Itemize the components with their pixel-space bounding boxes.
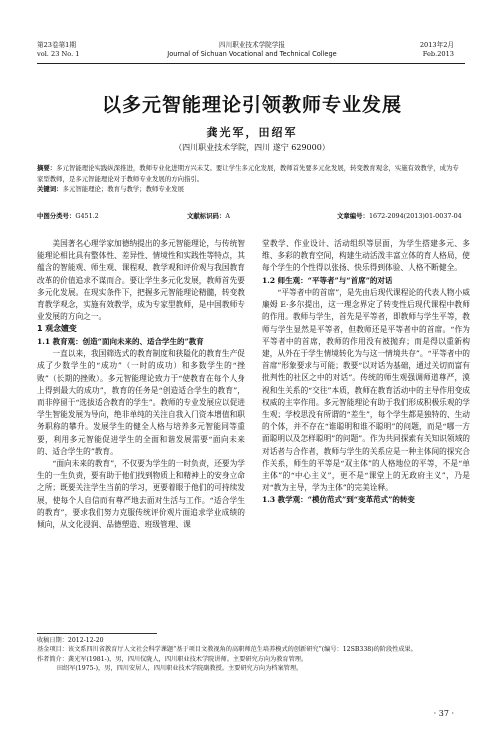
body-paragraph: “面向未来的教育”，不仅要为学生的一时负责，还要为学生的一生负责，要有助于他们找到物质上和精神上的安身立命之所；既要关注学生当前的学习，更要着眼于他们的可持续发展，使每个人自信而有尊严地去面对生活与工作。“适合学生的教育”，要求我们努力克服传统评价观片面追求学业成绩的倾向，从文化浸润、品德塑造、班级管理、课 [37, 459, 245, 530]
clc-number [37, 212, 99, 221]
document-code [187, 212, 230, 221]
subsection-heading: 1.1 教育观：创造“面向未来的、适合学生的”教育 [37, 336, 204, 346]
body-paragraph: 堂教学、作业设计、活动组织等层面，为学生搭建多元、多维、多彩的教育空间，构建生动活泼丰富立体的育人格局，使每个学生的个性得以张扬、快乐得到体验、人格不断健全。 [262, 239, 470, 273]
section-heading: 1 观念嬗变 [37, 324, 77, 334]
clc-value: G451.2 [75, 212, 99, 220]
body-column-left [37, 238, 245, 531]
doc-value: A [225, 212, 230, 220]
header-divider [37, 63, 465, 64]
article-number [337, 212, 462, 221]
subsection-heading: 1.2 师生观：“平等者”与“首席”的对话 [262, 275, 393, 285]
footnotes [37, 636, 467, 674]
fund-info: 基金项目：该文系四川省教育厅人文社会科学课题“基于项目文教视角的高职师范生培养模式的创新研究”(编号：12SB338)的阶段性成果。 [37, 646, 417, 654]
article-title: 以多元智能理论引领教师专业发展 [101, 94, 402, 116]
body-paragraph: 美国著名心理学家加德纳提出的多元智能理论，与传统智能理论相比具有整体性、差异性、情境性和实践性等特点，其蕴含的智能观、师生观、课程观、教学观和评价观与我国教育改革的价值追求不谋而合。要让学生多元化发展，教师首先要多元化发展。在现实条件下，把握多元智能理论精髓，转变教育教学观念，实施有效教学，成为专家型教师，是中国教师专业发展的方向之一。 [37, 239, 245, 322]
issue-date-en: Feb.2013 [422, 50, 454, 58]
abstract [37, 163, 465, 184]
journal-name-en: Journal of Sichuan Vocational and Technical College [167, 50, 337, 58]
abstract-block [37, 163, 465, 195]
clc-label: 中图分类号： [37, 212, 76, 220]
received-date: 收稿日期：2012-12-20 [37, 637, 104, 644]
abstract-label: 摘要： [37, 164, 57, 172]
volume-en: vol. 23 No. 1 [37, 50, 80, 58]
subsection-heading: 1.3 教学观：“模仿范式”到“变革范式”的转变 [262, 495, 415, 505]
footnote-divider [37, 633, 157, 634]
keywords-label: 关键词： [37, 185, 63, 193]
keywords-text: 多元智能理论；教育与教学；教师专业发展 [62, 185, 184, 193]
author-bio: 田绍军(1975-)，男，四川安居人，四川职业技术学院副教授。主要研究方向为档案管理。 [56, 665, 303, 673]
body-column-right [262, 238, 470, 507]
abstract-text: 多元智能理论实践纵深推进，教师专业化进期方兴未艾。要让学生多元化发展，教师首先要多元化发展，转变教育观念，实施有效教学，成为专家型教师，是多元智能理论对于教师专业发展的方向指引。 [37, 164, 459, 183]
doc-label: 文献标识码： [187, 212, 226, 220]
keywords [37, 184, 465, 195]
issue-date [420, 41, 454, 59]
article-label: 文章编号： [337, 212, 369, 220]
page-number: · 37 · [433, 709, 454, 718]
body-paragraph: “平等者中的首席”，是先由后现代课程论的代表人物小威廉姆 E·多尔提出，这一理念界定了转变性后现代课程中教师的作用。教师与学生，首先是平等者，即教师与学生平等，教师与学生显然是平等者，但教师还是平等者中的首席。“作为平等者中的首席，教师的作用没有被抛弃；而是得以重新构建，从外在于学生情境转化为与这一情境共存”。“平等者中的首席”形象要求与可能；教要“以对话为基础，通过关切而富有批判性的社区之中的对话”。传统的师生观强调师道尊严，漠视和生关系的“交往”本质，教师在教育活动中的主导作用变成权威的主宰作用。多元智能理论有助于我们形成积极乐观的学生观；学校思没有所谓的“差生”，每个学生都是独特的、生动的个体，并不存在“谁聪明和谁不聪明”的问题，而是“哪一方面聪明以及怎样聪明”的问题”。作为共同探索有关知识领域的对话者与合作者，教师与学生的关系应是一种主体间的探究合作关系，师生的平等是“双主体”的人格地位的平等，不是“单主体”的“中心主义”，更不是“课堂上的无政府主义”，乃是对“教为主导，学为主体”的完美诠释。 [262, 288, 470, 493]
issue-date-cn: 2013年2月 [419, 41, 454, 49]
article-value: 1672-2094(2013)01-0037-04 [368, 212, 462, 220]
author-bio: 作者简介：龚光军(1981-)，男，四川仪陇人，四川职业技术学院讲师。主要研究方向为教育管理。 [37, 655, 308, 663]
article-affiliation: （四川职业技术学院，四川 遂宁 629000） [174, 143, 330, 152]
volume-cn: 第23卷第1期 [37, 41, 76, 49]
journal-name-cn: 四川职业技术学院学报 [219, 41, 285, 49]
article-authors: 龚光军，田绍军 [206, 126, 298, 139]
body-paragraph: 一直以来，我国筛选式的教育制度和狭隘化的教育生产促成了少数学生的“成功”（一时的成功）和多数学生的“挫败”（长期的挫败）。多元智能理论致力于“使教育在每个人身上得到最大的成功”，教育的任务是“创造适合学生的教育”，而非停留于“选拔适合教育的学生”。教师的专业发展应以促进学生智能发展为导向，绝非单纯的关注自我入门资本增值和职务职称的攀升。发展学生的健全人格与培养多元智能同等重要，利用多元智能促进学生的全面和谐发展需要“面向未来的、适合学生的”教育。 [37, 349, 245, 456]
